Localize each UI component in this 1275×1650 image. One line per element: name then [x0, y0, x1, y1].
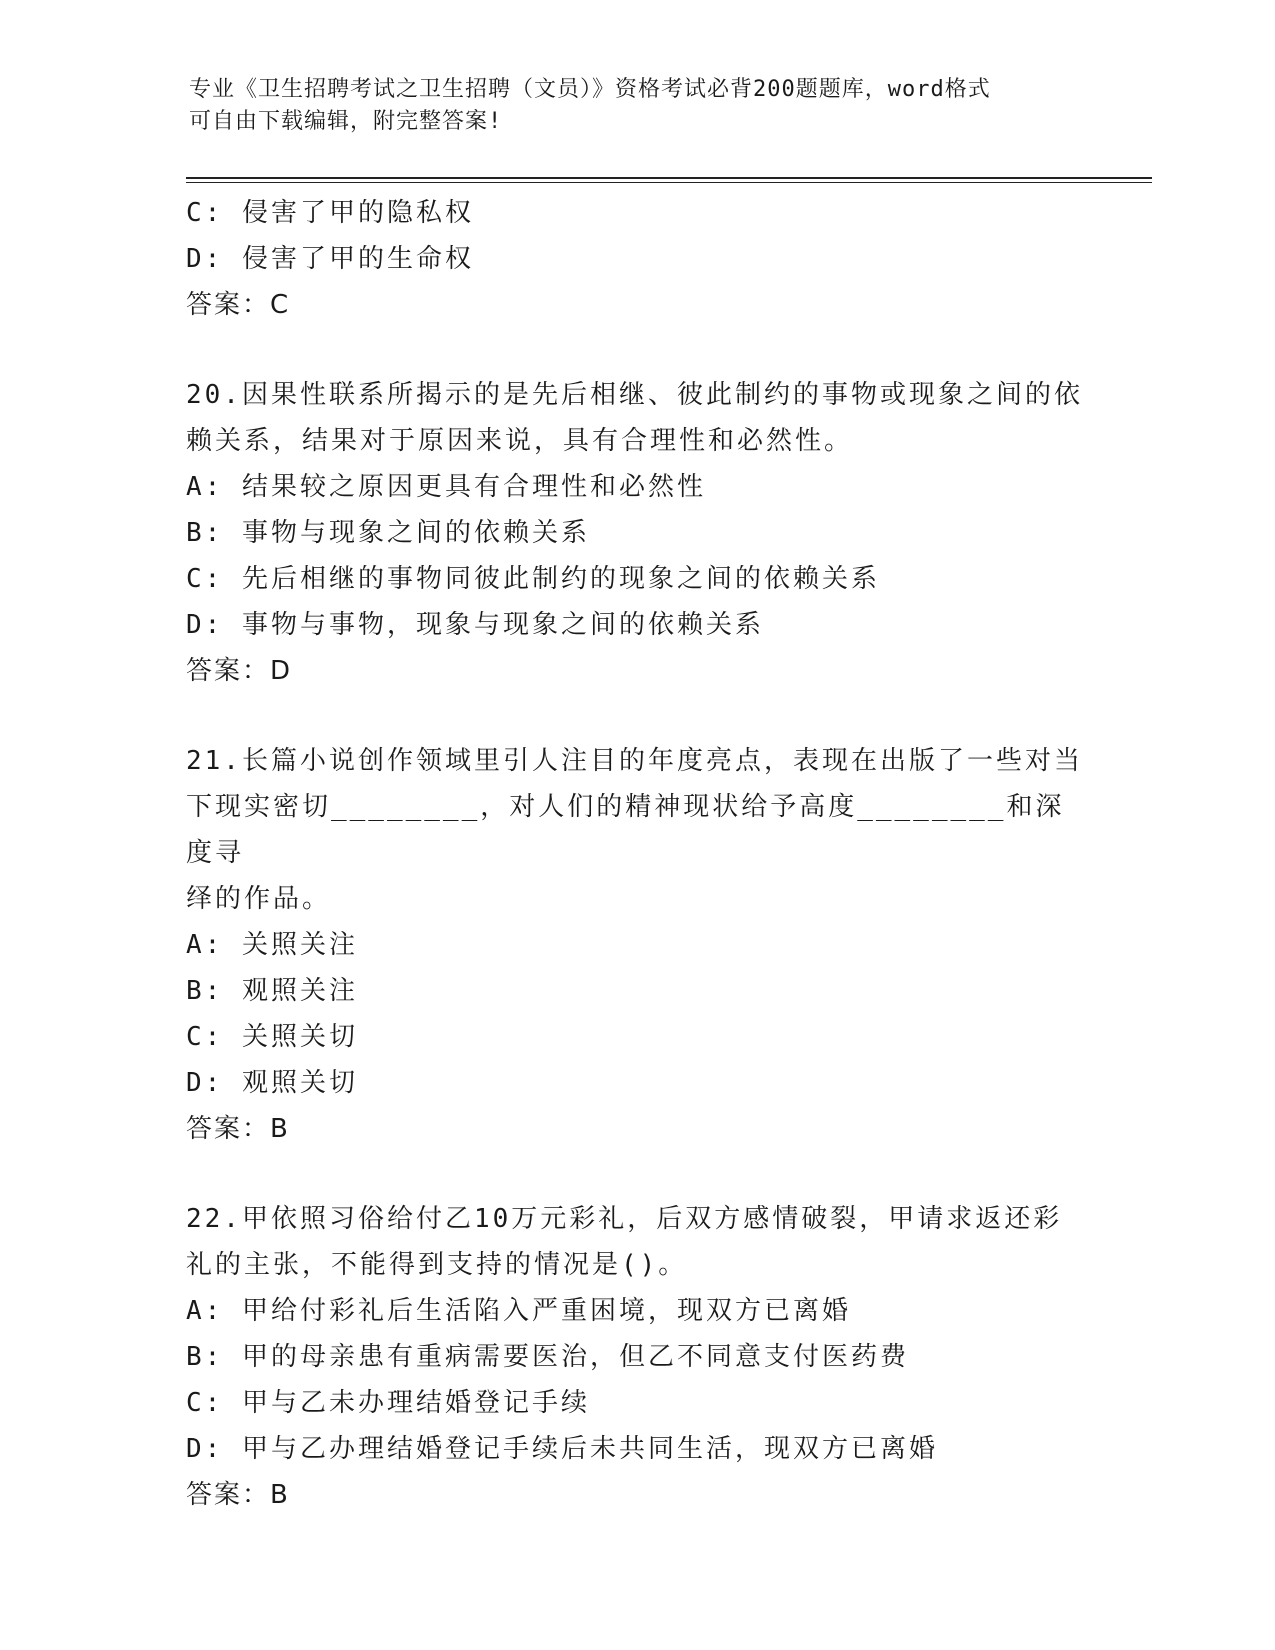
option-c: C: 侵害了甲的隐私权	[186, 198, 474, 228]
answer-line: 答案：C	[186, 290, 291, 320]
option-b: B: 事物与现象之间的依赖关系	[186, 518, 590, 548]
stem-line: 赖关系，结果对于原因来说，具有合理性和必然性。	[186, 426, 854, 456]
answer-line: 答案：B	[186, 1114, 290, 1144]
question-stem	[186, 738, 1086, 922]
stem-line: 下现实密切________，对人们的精神现状给予高度________和深度寻	[186, 792, 1065, 868]
option-d: D: 甲与乙办理结婚登记手续后未共同生活，现双方已离婚	[186, 1434, 938, 1464]
question-stem	[186, 1196, 1086, 1288]
option-d: D: 观照关切	[186, 1068, 358, 1098]
option-d: D: 事物与事物，现象与现象之间的依赖关系	[186, 610, 764, 640]
document-header	[189, 74, 1069, 138]
option-a: A: 结果较之原因更具有合理性和必然性	[186, 472, 706, 502]
document-body	[186, 190, 1086, 1518]
stem-line: 22.甲依照习俗给付乙10万元彩礼，后双方感情破裂，甲请求返还彩	[186, 1204, 1063, 1234]
option-b: B: 甲的母亲患有重病需要医治，但乙不同意支付医药费	[186, 1342, 909, 1372]
stem-line: 20.因果性联系所揭示的是先后相继、彼此制约的事物或现象之间的依	[186, 380, 1083, 410]
option-b: B: 观照关注	[186, 976, 358, 1006]
question-stem	[186, 372, 1086, 464]
header-line-1: 专业《卫生招聘考试之卫生招聘（文员）》资格考试必背200题题库，word格式	[189, 77, 991, 102]
stem-line: 礼的主张，不能得到支持的情况是()。	[186, 1250, 688, 1280]
stem-line: 绎的作品。	[186, 884, 332, 914]
option-a: A: 关照关注	[186, 930, 358, 960]
option-c: C: 关照关切	[186, 1022, 358, 1052]
header-divider-thin	[186, 182, 1152, 183]
question-block-20	[186, 372, 1086, 694]
option-d: D: 侵害了甲的生命权	[186, 244, 474, 274]
header-divider-thick	[186, 177, 1152, 179]
option-c: C: 甲与乙未办理结婚登记手续	[186, 1388, 590, 1418]
header-line-2: 可自由下载编辑，附完整答案!	[189, 109, 503, 134]
stem-line: 21.长篇小说创作领域里引人注目的年度亮点，表现在出版了一些对当	[186, 746, 1083, 776]
question-block-21	[186, 738, 1086, 1152]
option-c: C: 先后相继的事物同彼此制约的现象之间的依赖关系	[186, 564, 880, 594]
question-block-prev	[186, 190, 1086, 328]
question-block-22	[186, 1196, 1086, 1518]
answer-line: 答案：D	[186, 656, 293, 686]
answer-line: 答案：B	[186, 1480, 290, 1510]
option-a: A: 甲给付彩礼后生活陷入严重困境，现双方已离婚	[186, 1296, 851, 1326]
